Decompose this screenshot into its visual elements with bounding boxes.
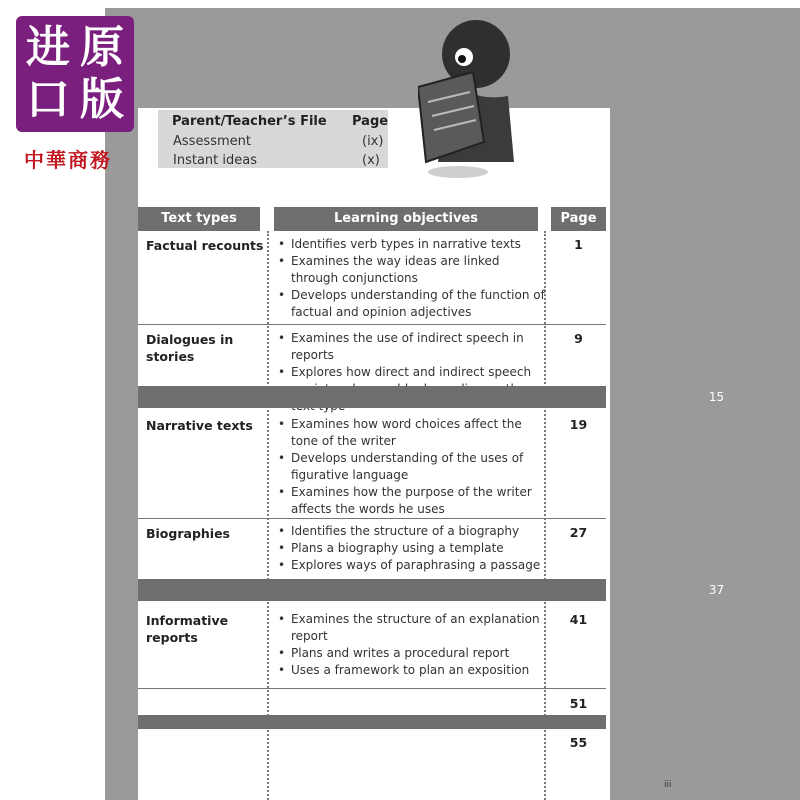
section-band — [138, 386, 725, 408]
objective-item: • Examines the structure of an explanation report — [277, 611, 547, 645]
header-text-types: Text types — [138, 207, 260, 231]
row-type-biographies: Biographies — [146, 526, 230, 541]
file-box-page-header: Page — [352, 114, 389, 129]
row-objectives-informative-reports — [277, 611, 547, 679]
logo-char-3: 口 — [26, 74, 70, 125]
logo-book-shape — [16, 16, 134, 132]
row-divider — [138, 688, 606, 689]
file-item-instant-ideas-page: (x) — [362, 153, 380, 168]
header-page: Page — [551, 207, 606, 231]
objective-item: • Uses a framework to plan an exposition — [277, 662, 547, 679]
publisher-logo — [16, 16, 136, 186]
row-page-biographies: 27 — [569, 525, 588, 540]
reading-figure-illustration — [418, 12, 528, 192]
page-numeral: iii — [664, 780, 672, 790]
row-page-informative-reports: 41 — [569, 612, 588, 627]
objective-item: • Identifies verb types in narrative texts — [277, 236, 547, 253]
band-page-number: 15 — [708, 390, 725, 404]
objective-item: • Develops understanding of the function of factual and opinion adjectives — [277, 287, 547, 321]
band-page-number: 37 — [708, 583, 725, 597]
row-type-narrative-texts: Narrative texts — [146, 418, 253, 433]
file-item-assessment: Assessment — [173, 134, 251, 149]
objective-item: • Plans a biography using a template — [277, 540, 547, 557]
row-type-dialogues: Dialogues in stories — [146, 332, 234, 364]
row-page-dialogues: 9 — [574, 331, 583, 346]
row-page-51: 51 — [569, 696, 588, 711]
row-type-factual-recounts: Factual recounts — [146, 238, 264, 253]
file-item-instant-ideas: Instant ideas — [173, 153, 257, 168]
logo-char-1: 进 — [26, 22, 70, 73]
row-objectives-factual-recounts — [277, 236, 547, 321]
objective-item: • Examines how the purpose of the writer affects the words he uses — [277, 484, 547, 518]
objective-item: • Explores ways of paraphrasing a passage — [277, 557, 547, 574]
row-page-factual-recounts: 1 — [574, 237, 583, 252]
objective-item: • Examines the use of indirect speech in reports — [277, 330, 547, 364]
row-divider — [138, 324, 606, 325]
objective-item: • Identifies the structure of a biography — [277, 523, 547, 540]
header-learning-objectives: Learning objectives — [274, 207, 538, 231]
objective-item: • Develops understanding of the uses of figurative language — [277, 450, 547, 484]
objective-item: • Examines the way ideas are linked through conjunctions — [277, 253, 547, 287]
section-band — [138, 715, 606, 729]
objective-item: • Plans and writes a procedural report — [277, 645, 547, 662]
file-item-assessment-page: (ix) — [362, 134, 384, 149]
row-objectives-narrative-texts — [277, 416, 547, 518]
logo-char-4: 版 — [80, 74, 124, 125]
row-type-informative-reports: Informative reports — [146, 613, 229, 645]
objective-item: • Explores how direct and indirect speech — [277, 364, 547, 415]
logo-subtitle: 中華商務 — [24, 148, 112, 172]
file-box-title: Parent/Teacher’s File — [172, 114, 327, 129]
row-page-narrative-texts: 19 — [569, 417, 588, 432]
row-page-55: 55 — [569, 735, 588, 750]
row-objectives-biographies — [277, 523, 547, 574]
section-band — [138, 579, 725, 601]
objective-item: • Examines how word choices affect the tone of the writer — [277, 416, 547, 450]
logo-char-2: 原 — [80, 22, 124, 73]
row-divider — [138, 518, 606, 519]
band-page-number — [689, 715, 744, 729]
